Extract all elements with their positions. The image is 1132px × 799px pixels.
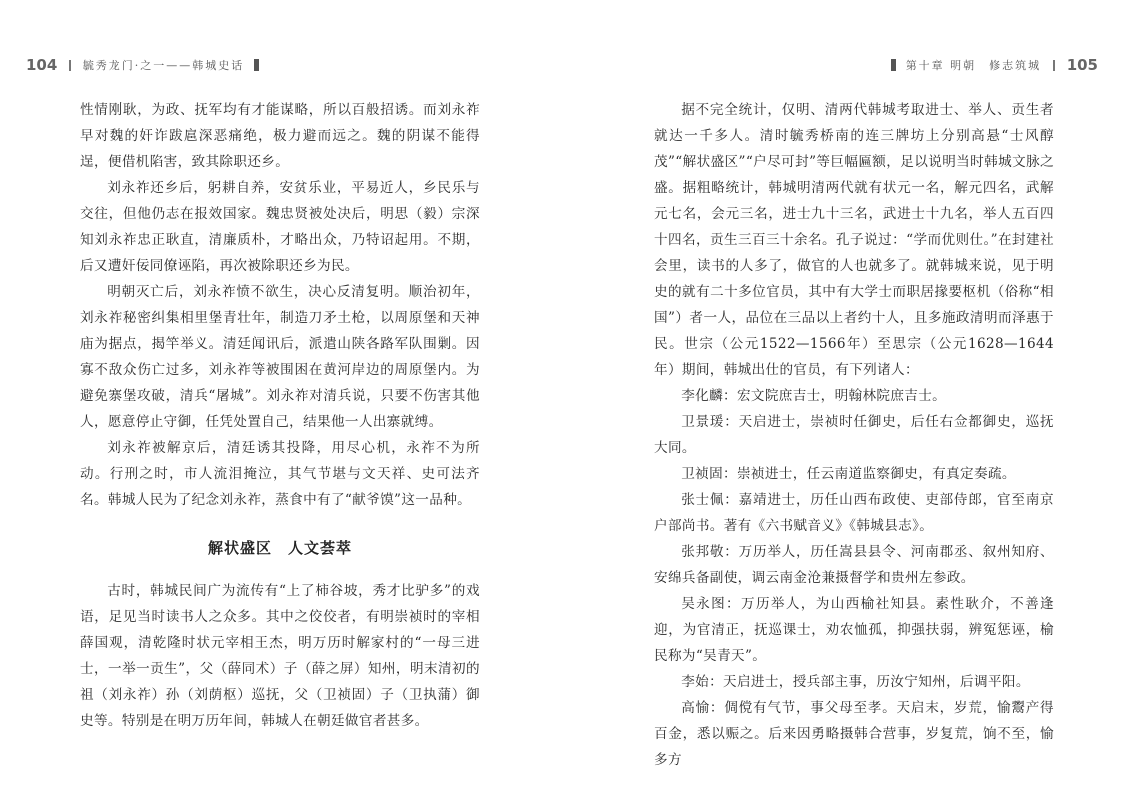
right-page bbox=[566, 0, 1132, 799]
header-block-mark bbox=[891, 59, 896, 71]
official-entry: 李化麟：宏文院庶吉士，明翰林院庶吉士。 bbox=[681, 388, 947, 404]
page-number-left: 104 bbox=[26, 56, 58, 74]
paragraph: 刘永祚还乡后，躬耕自养，安贫乐业，平易近人，乡民乐与交往，但他仍志在报效国家。魏忠贤被处决后，明思（毅）宗深知刘永祚忠正耿直，清廉质朴，才略出众，乃特诏起用。不期，后又遭奸佞同僚诬陷，再次被除职还乡为民。 bbox=[80, 180, 480, 274]
official-entry: 高愉：倜傥有气节，事父母至孝。天启末，岁荒，愉鬻产得百金，悉以赈之。后来因勇略摄韩合营事，岁复荒，饷不至，愉多方 bbox=[654, 700, 1054, 768]
header-divider bbox=[1053, 60, 1055, 71]
left-page-body bbox=[80, 97, 480, 734]
header-divider bbox=[69, 60, 71, 71]
official-entry: 李始：天启进士，授兵部主事，历汝宁知州，后调平阳。 bbox=[681, 674, 1030, 690]
page-number-right: 105 bbox=[1066, 56, 1098, 74]
official-entry: 卫景瑗：天启进士，崇祯时任御史，后任右佥都御史，巡抚大同。 bbox=[654, 414, 1054, 456]
official-entry: 张邦敬：万历举人，历任嵩县县令、河南郡丞、叙州知府、安绵兵备副使，调云南金沧兼摄督学和贵州左参政。 bbox=[654, 544, 1054, 586]
paragraph: 刘永祚被解京后，清廷诱其投降，用尽心机，永祚不为所动。行刑之时，市人流泪掩泣，其气节堪与文天祥、史可法齐名。韩城人民为了纪念刘永祚，蒸食中有了“献爷馍”这一品种。 bbox=[80, 440, 480, 508]
right-page-body bbox=[654, 97, 1054, 773]
running-title-left: 毓秀龙门·之一——韩城史话 bbox=[82, 59, 245, 72]
official-entry: 卫祯固：崇祯进士，任云南道监察御史，有真定奏疏。 bbox=[681, 466, 1016, 482]
official-entry: 吴永图：万历举人，为山西榆社知县。素性耿介，不善逢迎，为官清正，抚巡课士，劝农恤孤，抑强扶弱，辨冤惩诬，榆民称为“吴青天”。 bbox=[654, 596, 1054, 664]
header-block-mark bbox=[254, 59, 259, 71]
paragraph: 古时，韩城民间广为流传有“上了柿谷坡，秀才比驴多”的戏语，足见当时读书人之众多。其中之佼佼者，有明崇祯时的宰相薛国观，清乾隆时状元宰相王杰，明万历时解家村的“一母三进士，一举一贡生”，父（薛同术）子（薛之屏）知州，明末清初的祖（刘永祚）孙（刘荫枢）巡抚，父（卫祯固）子（卫执蒲）御史等。特别是在明万历年间，韩城人在朝廷做官者甚多。 bbox=[80, 583, 480, 729]
paragraph: 据不完全统计，仅明、清两代韩城考取进士、举人、贡生者就达一千多人。清时毓秀桥南的连三牌坊上分别高悬“士风醇茂”“解状盛区”“户尽可封”等巨幅匾额，足以说明当时韩城文脉之盛。据粗略统计，韩城明清两代就有状元一名，解元四名，武解元七名，会元三名，进士九十三名，武进士十九名，举人五百四十四名，贡生三百三十余名。孔子说过：“学而优则仕。”在封建社会里，读书的人多了，做官的人也就多了。就韩城来说，见于明史的就有二十多位官员，其中有大学士而职居掾要枢机（俗称“相国”）者一人，品位在三品以上者约十人，且多施政清明而泽惠于民。世宗（公元1522—1566年）至思宗（公元1628—1644年）期间，韩城出仕的官员，有下列诸人： bbox=[654, 102, 1054, 378]
paragraph: 明朝灭亡后，刘永祚愤不欲生，决心反清复明。顺治初年，刘永祚秘密纠集相里堡青壮年，制造刀矛土枪，以周原堡和天神庙为据点，揭竿举义。清廷闻讯后，派遣山陕各路军队围剿。因寡不敌众伤亡过多，刘永祚等被围困在黄河岸边的周原堡内。为避免寨堡攻破，清兵“屠城”。刘永祚对清兵说，只要不伤害其他人，愿意停止守御，任凭处置自己，结果他一人出寨就缚。 bbox=[80, 284, 480, 430]
right-page-header bbox=[881, 52, 1098, 78]
left-page-header bbox=[26, 52, 269, 78]
section-heading: 解状盛区 人文荟萃 bbox=[207, 539, 352, 557]
paragraph: 性情刚耿，为政、抚军均有才能谋略，所以百般招诱。而刘永祚早对魏的奸诈跋扈深恶痛绝，极力避而远之。魏的阴谋不能得逞，便借机陷害，致其除职还乡。 bbox=[80, 102, 480, 170]
official-entry: 张士佩：嘉靖进士，历任山西布政使、吏部侍郎，官至南京户部尚书。著有《六书赋音义》《韩城县志》。 bbox=[654, 492, 1054, 534]
running-title-right: 第十章 明朝 修志筑城 bbox=[905, 59, 1042, 72]
